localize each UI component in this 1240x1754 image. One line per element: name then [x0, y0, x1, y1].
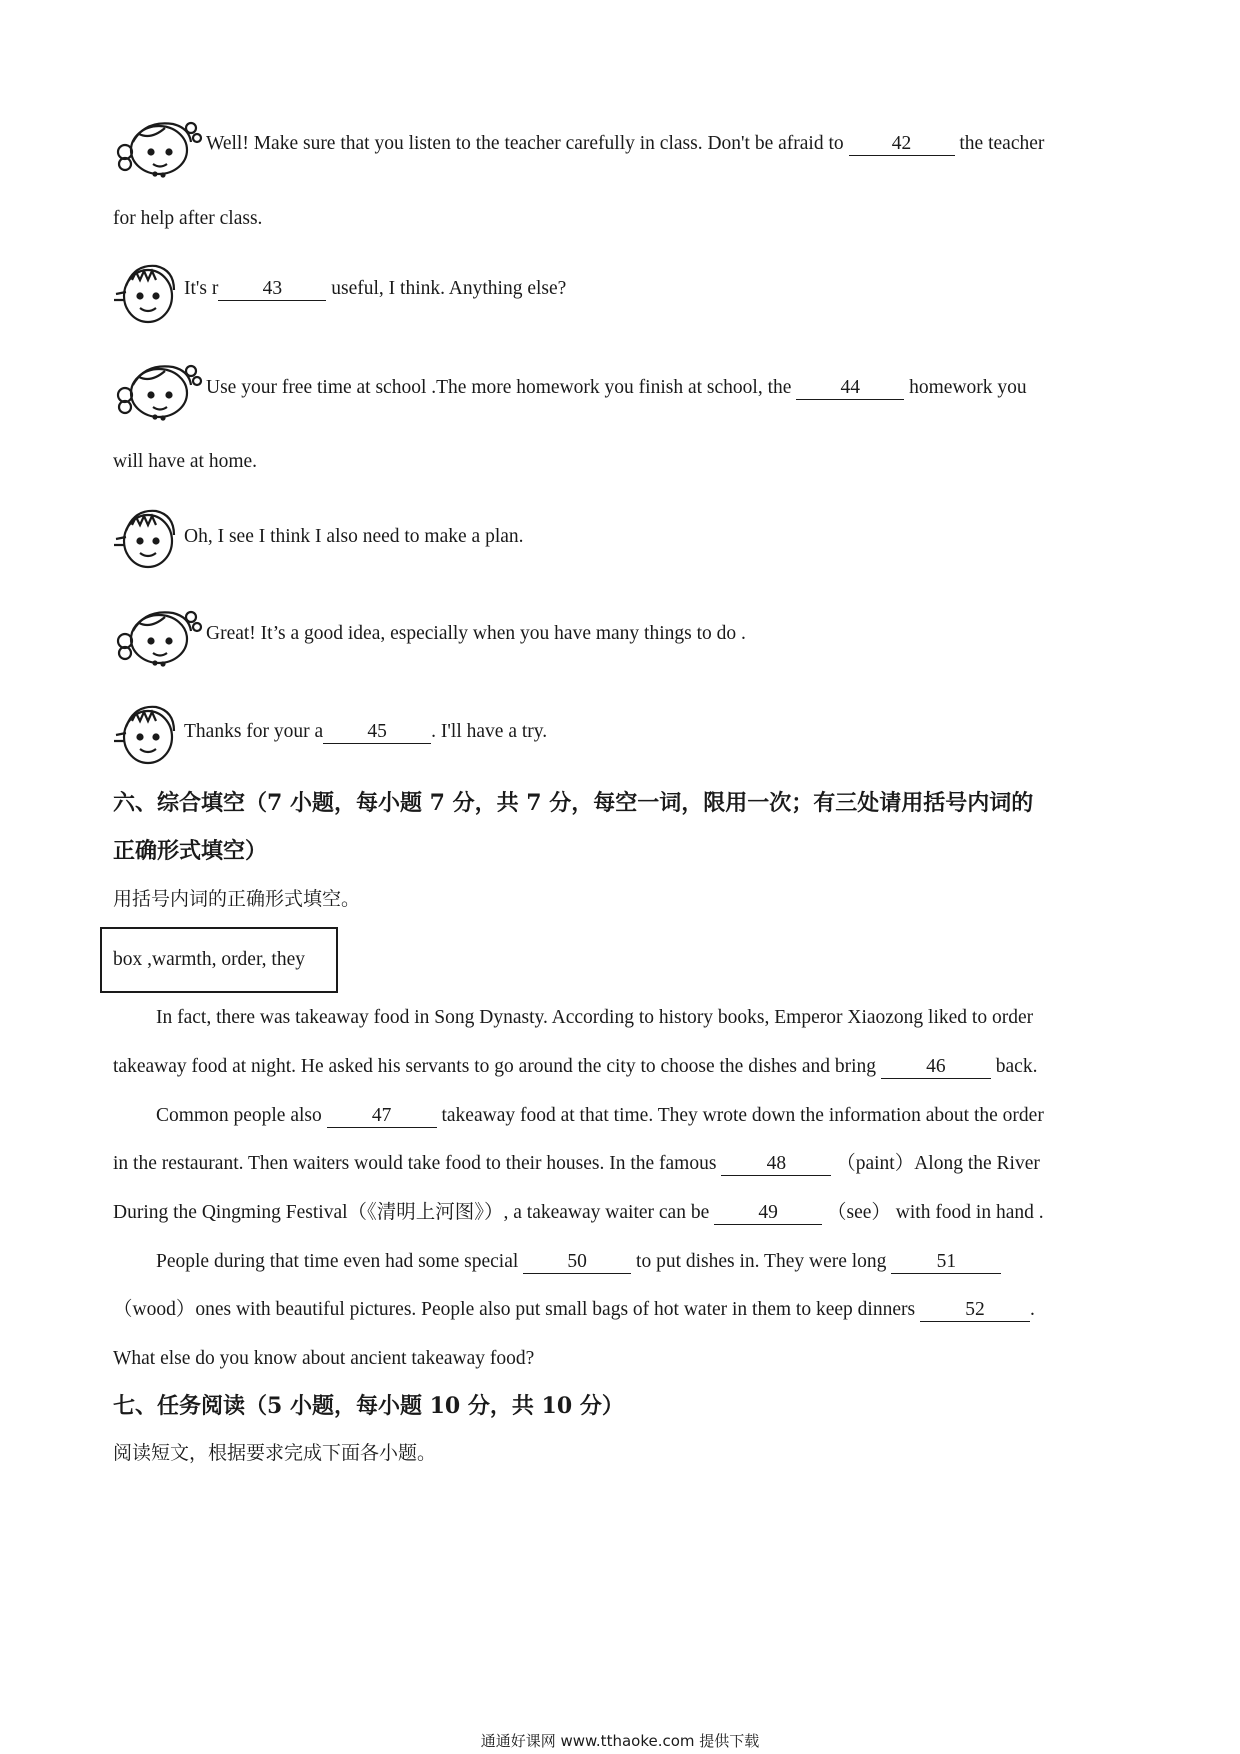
girl-avatar-icon — [115, 355, 203, 425]
passage-line: in the restaurant. Then waiters would take food to their houses. In the famous 48 （paint）Along the River — [113, 1153, 1040, 1174]
dialogue-continuation: will have at home. — [113, 451, 258, 472]
section6-heading-cont: 正确形式填空） — [113, 838, 268, 864]
dialogue-line-44: Use your free time at school .The more homework you finish at school, the 44 homework you — [206, 377, 1027, 398]
passage-line: People during that time even had some special 50 to put dishes in. They were long 51 — [156, 1252, 1001, 1274]
section6-instruction: 用括号内词的正确形式填空。 — [113, 888, 361, 910]
answer-blank: 47 — [327, 1106, 437, 1128]
dialogue-line-45: Thanks for your a 45 . I'll have a try. — [184, 721, 548, 742]
girl-avatar-icon — [115, 601, 203, 671]
boy-avatar-icon — [112, 697, 184, 769]
answer-blank: 45 — [323, 722, 431, 744]
answer-blank: 49 — [714, 1203, 822, 1225]
section7-heading: 七、任务阅读（5 小题，每小题 10 分，共 10 分） — [113, 1393, 624, 1419]
answer-blank: 48 — [721, 1154, 831, 1176]
dialogue-line-idea: Great! It’s a good idea, especially when you have many things to do . — [206, 623, 746, 644]
dialogue-continuation: for help after class. — [113, 208, 263, 229]
page-footer: 通通好课网 www.tthaoke.com 提供下载 — [480, 1732, 760, 1750]
answer-blank: 44 — [796, 378, 904, 400]
passage-line: Common people also 47 takeaway food at that time. They wrote down the information about the order — [156, 1105, 1044, 1126]
dialogue-line-42: Well! Make sure that you listen to the teacher carefully in class. Don't be afraid to 42 the teacher — [206, 133, 1045, 154]
passage-line: During the Qingming Festival（《清明上河图》）, a takeaway waiter can be 49 （see） with food in hand . — [113, 1202, 1044, 1223]
section6-heading: 六、综合填空（7 小题，每小题 7 分，共 7 分，每空一词，限用一次；有三处请用括号内词的 — [113, 790, 1034, 816]
boy-avatar-icon — [112, 501, 184, 573]
section7-instruction: 阅读短文，根据要求完成下面各小题。 — [113, 1442, 437, 1464]
answer-blank: 51 — [891, 1252, 1001, 1274]
passage-line: What else do you know about ancient takeaway food? — [113, 1348, 535, 1369]
dialogue-line-43: It's r 43 useful, I think. Anything else? — [184, 278, 567, 299]
answer-blank: 42 — [849, 134, 955, 156]
passage-line: takeaway food at night. He asked his servants to go around the city to choose the dishes and bring 46 back. — [113, 1056, 1038, 1077]
answer-blank: 50 — [523, 1252, 631, 1274]
passage-line: （wood）ones with beautiful pictures. People also put small bags of hot water in them to keep dinners 52 . — [113, 1299, 1035, 1320]
answer-blank: 52 — [920, 1300, 1030, 1322]
boy-avatar-icon — [112, 256, 184, 328]
girl-avatar-icon — [115, 112, 203, 182]
word-box: box ,warmth, order, they — [100, 927, 338, 993]
passage-line: In fact, there was takeaway food in Song Dynasty. According to history books, Emperor Xiaozong liked to order — [156, 1007, 1034, 1028]
dialogue-line-plan: Oh, I see I think I also need to make a plan. — [184, 526, 524, 547]
answer-blank: 46 — [881, 1057, 991, 1079]
answer-blank: 43 — [218, 279, 326, 301]
